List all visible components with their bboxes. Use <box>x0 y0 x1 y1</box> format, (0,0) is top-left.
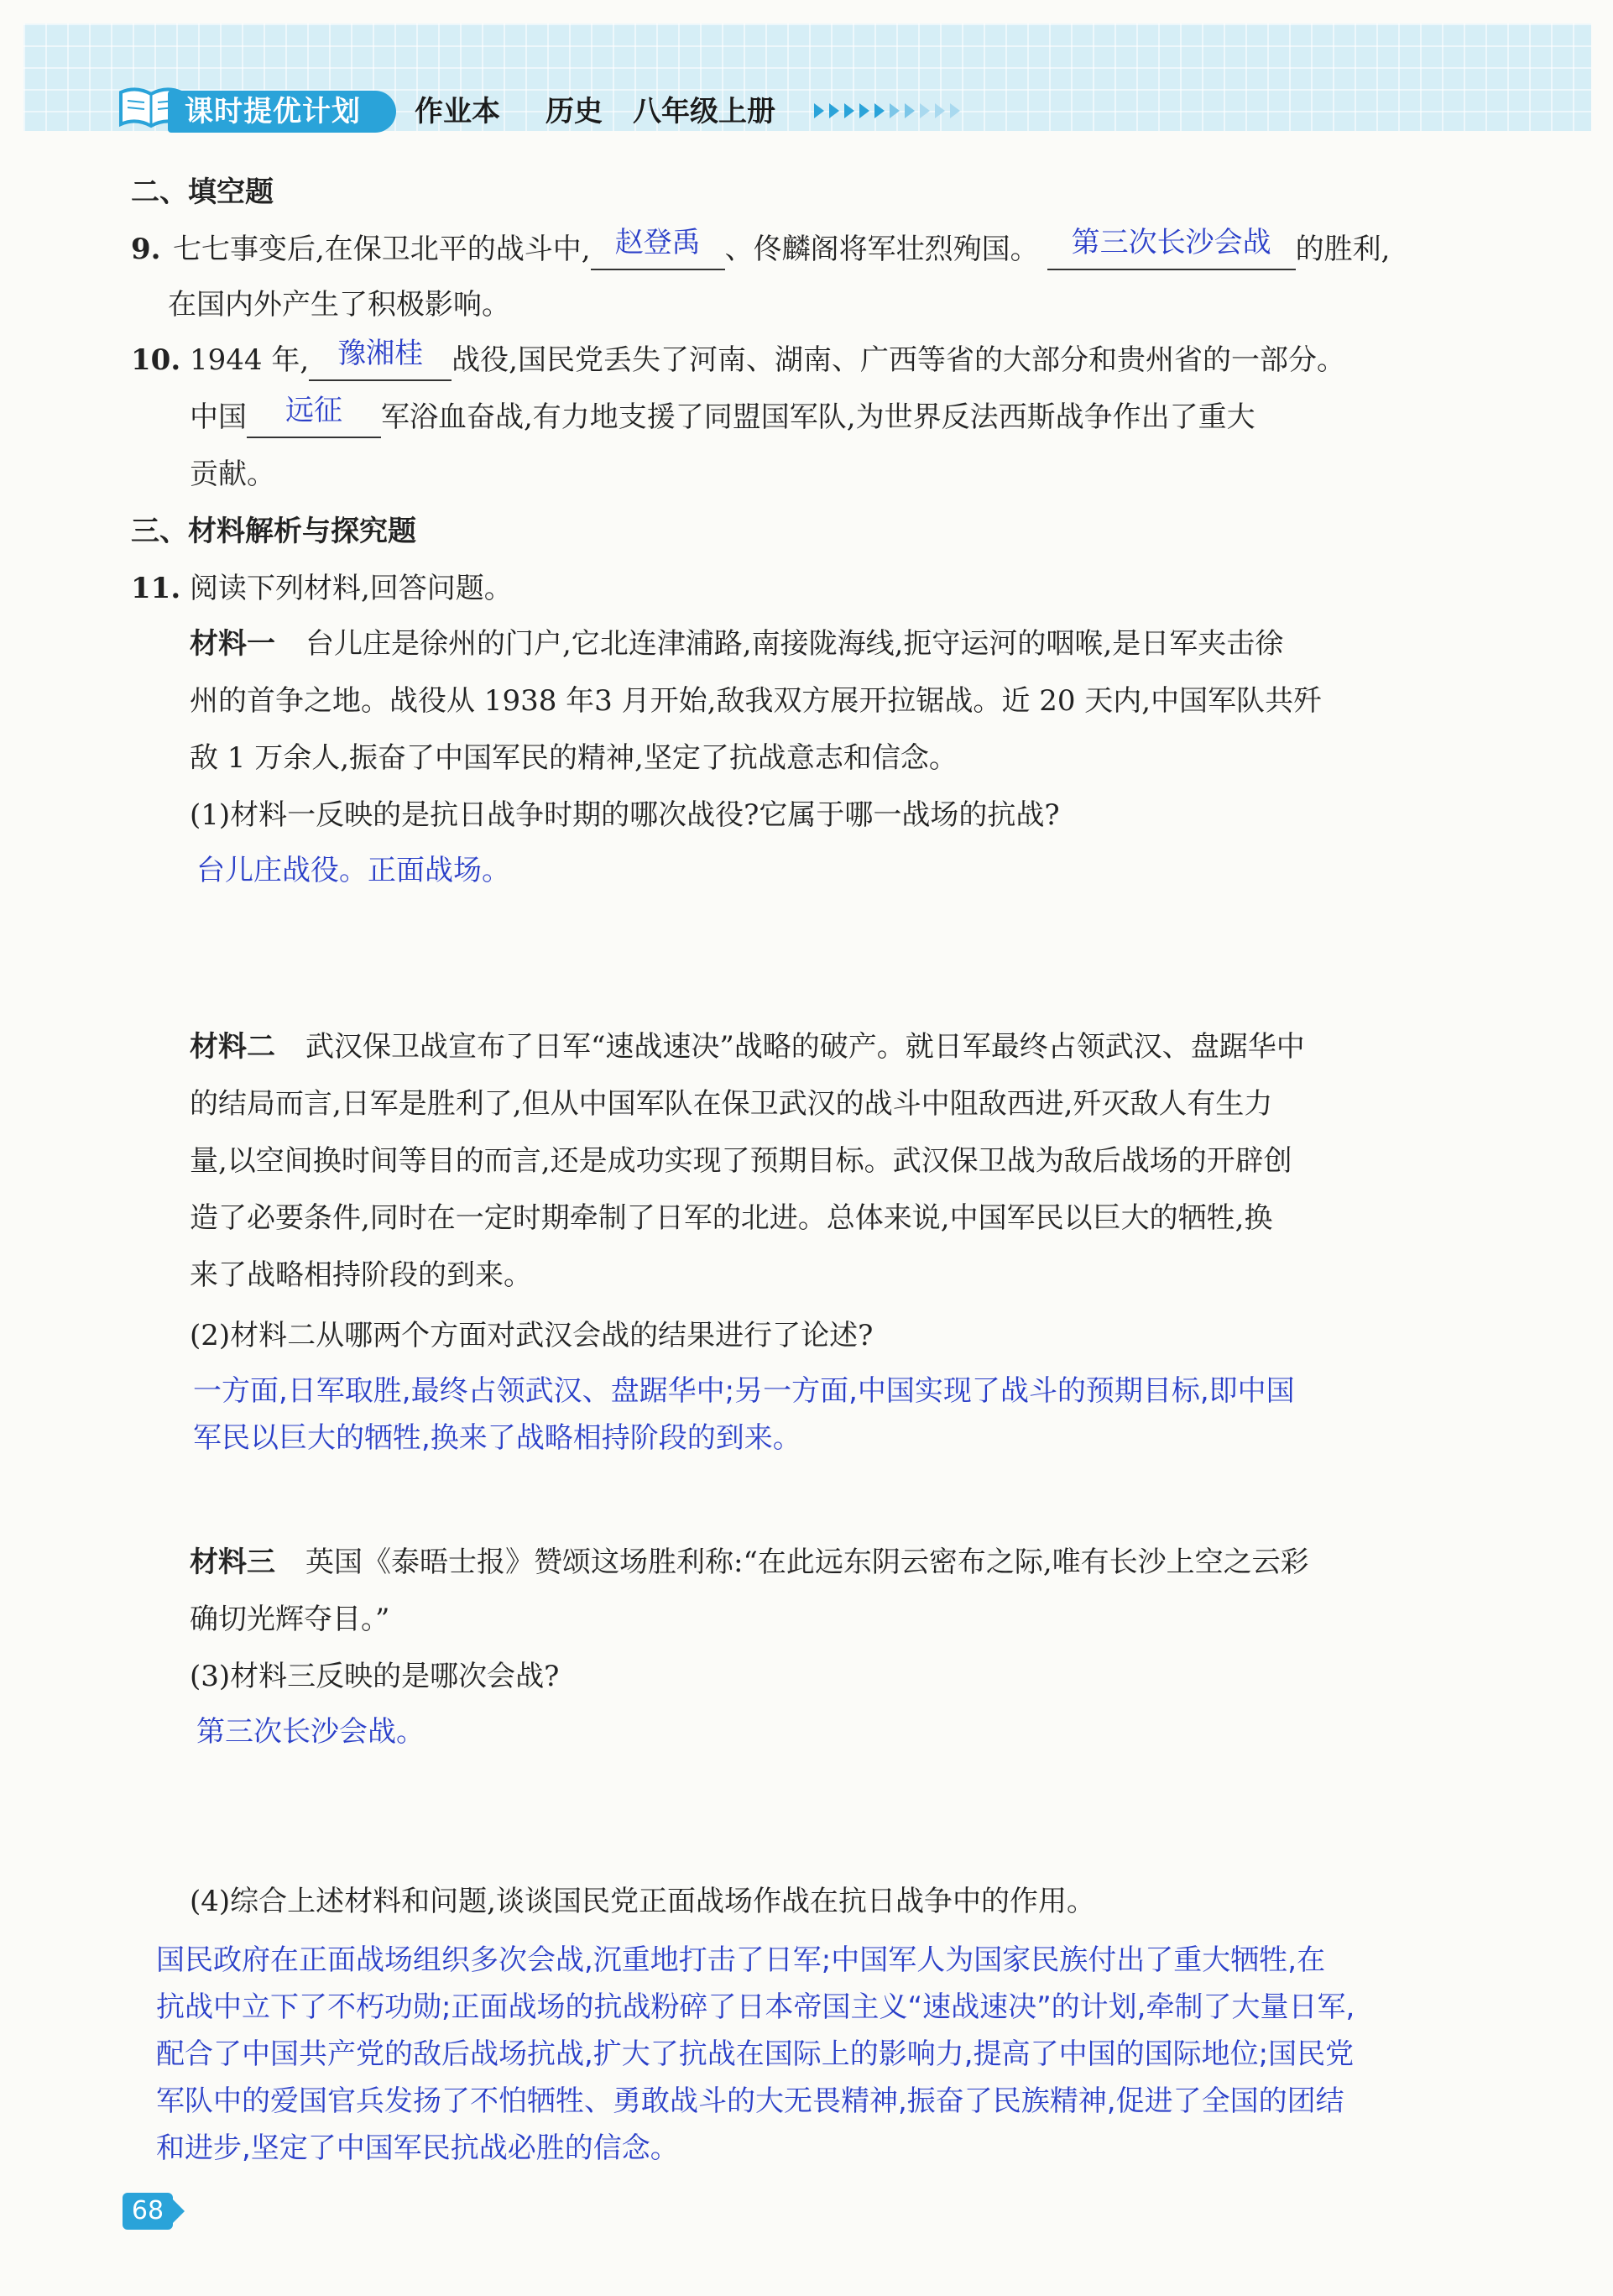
q9-text-2: 、佟麟阁将军壮烈殉国。 <box>724 233 1039 266</box>
sub-question-2: (2)材料二从哪两个方面对武汉会战的结果进行了论述? <box>190 1319 874 1352</box>
material-2-line-1 <box>190 1026 1305 1068</box>
sub-question-3: (3)材料三反映的是哪次会战? <box>190 1660 560 1693</box>
material-3-text-1: 英国《泰晤士报》赞颂这场胜利称:“在此远东阴云密布之际,唯有长沙上空之云彩 <box>305 1545 1309 1579</box>
q10-blank-2 <box>247 394 381 438</box>
answer-2-line-1: 一方面,日军取胜,最终占领武汉、盘踞华中;另一方面,中国实现了战斗的预期目标,即中国 <box>193 1374 1295 1408</box>
q10-answer-1: 豫湘桂 <box>337 337 424 370</box>
subject: 历史 <box>545 95 603 128</box>
q10-text-2: 战役,国民党丢失了河南、湖南、广西等省的大部分和贵州省的一部分。 <box>452 343 1345 377</box>
chevron-decoration-icon <box>814 94 965 128</box>
question-number-10: 10. <box>131 343 181 377</box>
q10-answer-2: 远征 <box>285 394 342 427</box>
material-2-line-3: 量,以空间换时间等目的而言,还是成功实现了预期目标。武汉保卫战为敌后战场的开辟创 <box>190 1144 1292 1178</box>
q9-answer-2: 第三次长沙会战 <box>1071 226 1271 259</box>
sub-question-4: (4)综合上述材料和问题,谈谈国民党正面战场作战在抗日战争中的作用。 <box>190 1885 1095 1918</box>
material-3-line-2: 确切光辉夺目。” <box>190 1603 390 1636</box>
question-10-line-3: 贡献。 <box>190 458 275 491</box>
material-2-line-2: 的结局而言,日军是胜利了,但从中国军队在保卫武汉的战斗中阻敌西进,歼灭敌人有生力 <box>190 1087 1273 1121</box>
q9-text-1: 七七事变后,在保卫北平的战斗中, <box>173 233 591 266</box>
material-3-label: 材料三 <box>190 1545 275 1579</box>
section-title-fill: 二、填空题 <box>131 175 274 209</box>
question-11-intro: 阅读下列材料,回答问题。 <box>190 572 513 605</box>
q9-blank-2 <box>1047 226 1296 270</box>
page-arrow-icon <box>173 2199 185 2223</box>
q10-text-1: 1944 年, <box>190 343 310 377</box>
q10-text-4: 军浴血奋战,有力地支援了同盟国军队,为世界反法西斯战争作出了重大 <box>381 400 1255 434</box>
question-9-line-2: 在国内外产生了积极影响。 <box>168 288 510 322</box>
page-number: 68 <box>123 2193 173 2230</box>
q9-blank-1 <box>591 226 725 270</box>
question-10-line-2 <box>190 396 1255 438</box>
material-2-line-4: 造了必要条件,同时在一定时期牵制了日军的北进。总体来说,中国军民以巨大的牺牲,换 <box>190 1201 1273 1235</box>
q9-answer-1: 赵登禹 <box>614 226 701 259</box>
material-2-text-1: 武汉保卫战宣布了日军“速战速决”战略的破产。就日军最终占领武汉、盘踞华中 <box>305 1030 1305 1064</box>
material-2-label: 材料二 <box>190 1030 275 1064</box>
material-1-text-1: 台儿庄是徐州的门户,它北连津浦路,南接陇海线,扼守运河的咽喉,是日军夹击徐 <box>305 627 1284 661</box>
q10-text-3: 中国 <box>190 400 247 434</box>
material-1-line-1 <box>190 623 1283 665</box>
material-1-line-3: 敌 1 万余人,振奋了中国军民的精神,坚定了抗战意志和信念。 <box>190 741 958 775</box>
answer-4-line-1: 国民政府在正面战场组织多次会战,沉重地打击了日军;中国军人为国家民族付出了重大牺牲,在 <box>156 1943 1326 1977</box>
material-2-line-5: 来了战略相持阶段的到来。 <box>190 1258 532 1292</box>
q10-blank-1 <box>309 337 452 381</box>
q9-text-3: 的胜利, <box>1295 233 1391 266</box>
answer-3: 第三次长沙会战。 <box>196 1715 425 1749</box>
question-9-line-1 <box>173 228 1390 270</box>
answer-2-line-2: 军民以巨大的牺牲,换来了战略相持阶段的到来。 <box>193 1421 801 1455</box>
series-badge: 课时提优计划 <box>168 91 396 133</box>
question-number-9: 9. <box>131 233 161 266</box>
answer-1: 台儿庄战役。正面战场。 <box>196 854 510 887</box>
answer-4-line-2: 抗战中立下了不朽功勋;正面战场的抗战粉碎了日本帝国主义“速战速决”的计划,牵制了大量日军, <box>156 1990 1355 2024</box>
material-3-line-1 <box>190 1541 1309 1583</box>
material-1-line-2: 州的首争之地。战役从 1938 年3 月开始,敌我双方展开拉锯战。近 20 天内,中国军队共歼 <box>190 684 1323 718</box>
sub-question-1: (1)材料一反映的是抗日战争时期的哪次战役?它属于哪一战场的抗战? <box>190 798 1060 832</box>
question-10-line-1 <box>190 339 1345 381</box>
material-1-label: 材料一 <box>190 627 275 661</box>
answer-4-line-3: 配合了中国共产党的敌后战场抗战,扩大了抗战在国际上的影响力,提高了中国的国际地位;国民党 <box>156 2037 1355 2071</box>
answer-4-line-5: 和进步,坚定了中国军民抗战必胜的信念。 <box>156 2131 679 2165</box>
question-number-11: 11. <box>131 572 181 605</box>
grade: 八年级上册 <box>633 95 775 128</box>
answer-4-line-4: 军队中的爱国官兵发扬了不怕牺牲、勇敢战斗的大无畏精神,振奋了民族精神,促进了全国的团结 <box>156 2084 1344 2118</box>
section-title-analysis: 三、材料解析与探究题 <box>131 515 416 548</box>
book-type: 作业本 <box>415 95 500 128</box>
